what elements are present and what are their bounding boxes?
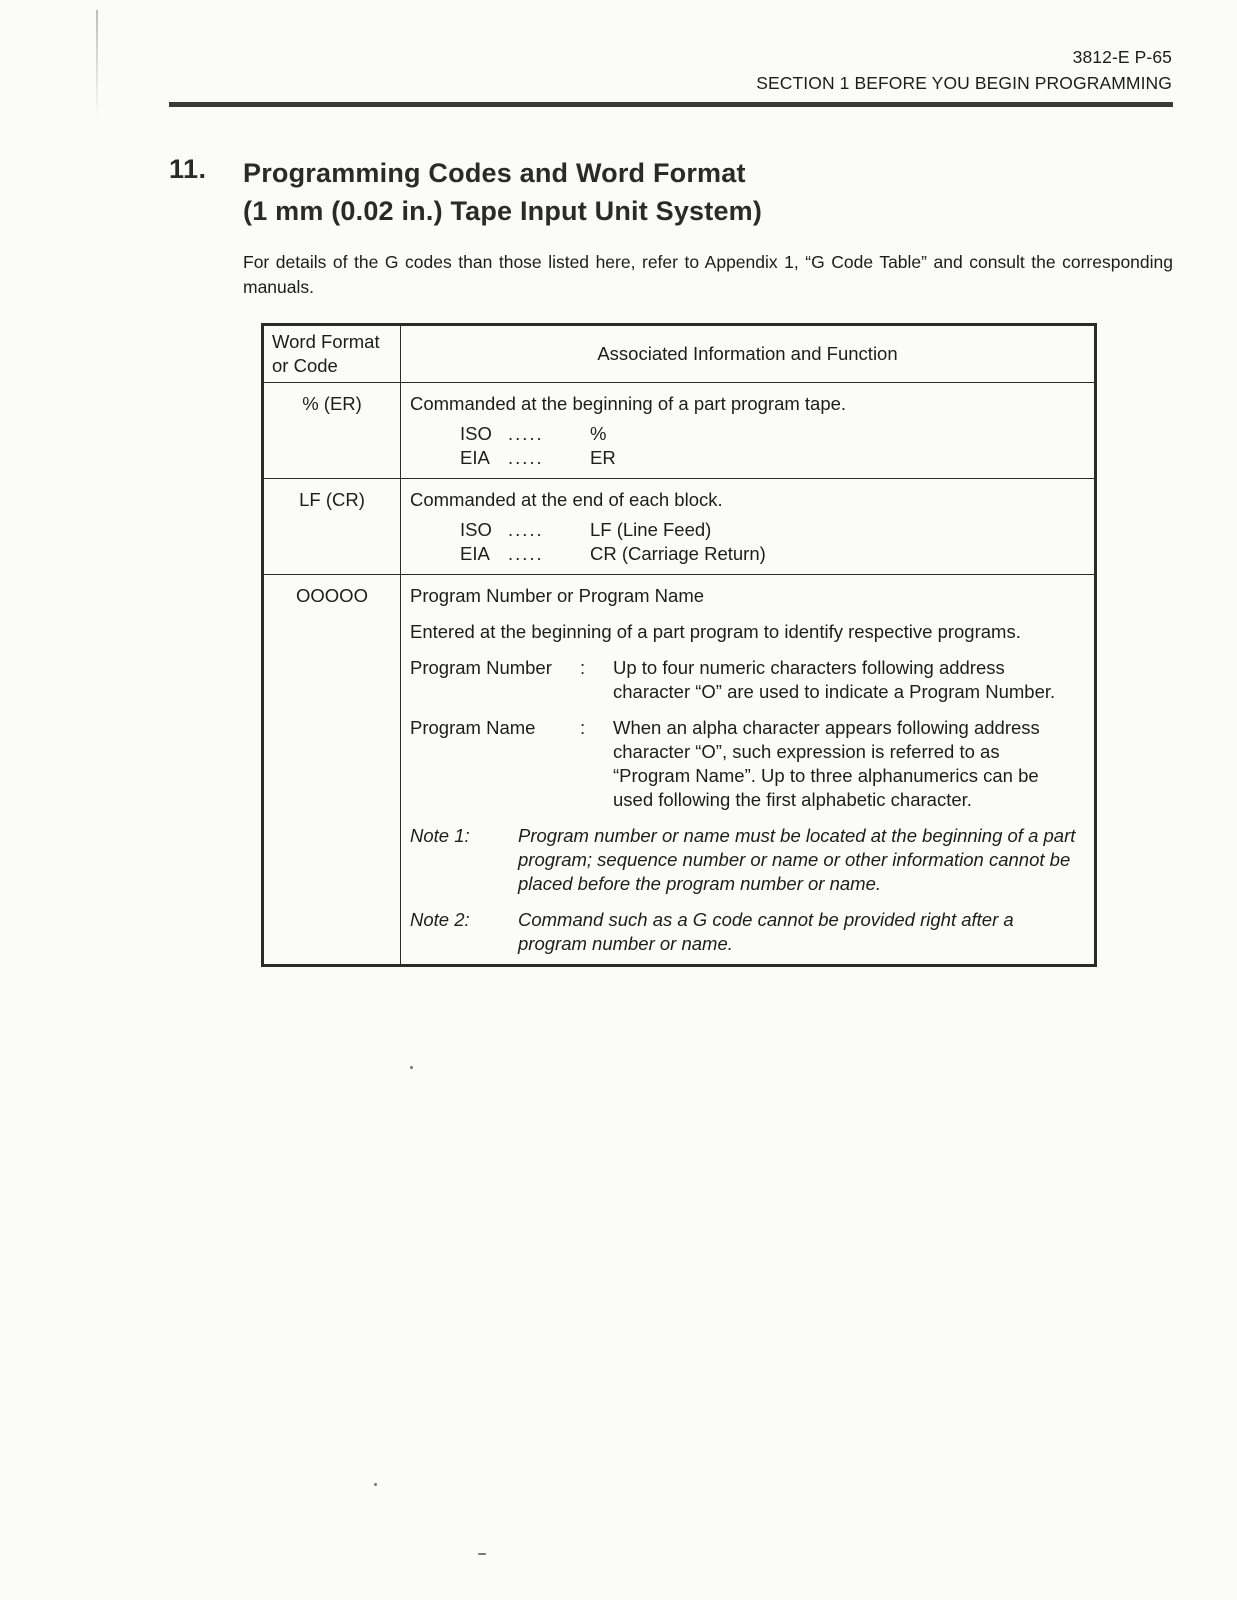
eia-line: EIA ..... ER bbox=[460, 447, 616, 468]
document-reference: 3812-E P-65 bbox=[1072, 47, 1172, 67]
row-title: Program Number or Program Name bbox=[410, 585, 705, 606]
table-row bbox=[263, 479, 1096, 575]
code-cell: % (ER) bbox=[263, 383, 401, 479]
note-2: Note 2: Command such as a G code cannot be provided right after a program number or name. bbox=[410, 909, 1014, 954]
section-number: 11. bbox=[169, 154, 207, 184]
definition-program-number: Program Number : Up to four numeric characters following address character “O” are used to indicate a Program Number. bbox=[410, 657, 1056, 702]
iso-line: ISO ..... % bbox=[460, 423, 607, 444]
table-row bbox=[263, 575, 1096, 966]
definition-program-name: Program Name : When an alpha character appears following address character “O”, such expression is referred to as “Program Name”. Up to three alphanumerics can be used following the first alphabetic character. bbox=[410, 717, 1040, 810]
function-cell bbox=[401, 383, 1096, 479]
note-1: Note 1: Program number or name must be located at the beginning of a part program; sequence number or name or other information cannot be placed before the program number or name. bbox=[410, 825, 1076, 894]
code-cell: LF (CR) bbox=[263, 479, 401, 575]
section-running-title: SECTION 1 BEFORE YOU BEGIN PROGRAMMING bbox=[756, 73, 1172, 93]
codes-table bbox=[261, 323, 1097, 967]
eia-line: EIA ..... CR (Carriage Return) bbox=[460, 543, 766, 564]
intro-paragraph: For details of the G codes than those listed here, refer to Appendix 1, “G Code Table” and consult the corresponding manuals. bbox=[243, 252, 1173, 297]
scan-speck bbox=[478, 1553, 486, 1555]
function-cell bbox=[401, 479, 1096, 575]
scan-speck bbox=[410, 1066, 413, 1069]
header-rule bbox=[169, 102, 1173, 107]
section-title bbox=[243, 154, 762, 230]
row-description: Commanded at the beginning of a part program tape. bbox=[410, 393, 847, 414]
iso-line: ISO ..... LF (Line Feed) bbox=[460, 519, 712, 540]
section-title-line-1: Programming Codes and Word Format bbox=[243, 158, 746, 188]
code-cell: OOOOO bbox=[263, 575, 401, 966]
page-header bbox=[756, 44, 1172, 96]
row-description: Commanded at the end of each block. bbox=[410, 489, 723, 510]
row-paragraph: Entered at the beginning of a part program to identify respective programs. bbox=[410, 621, 1021, 642]
column-header-word-format: Word Format or Code bbox=[263, 325, 401, 383]
column-header-associated-information: Associated Information and Function bbox=[401, 325, 1096, 383]
table-header-row bbox=[263, 325, 1096, 383]
table-row bbox=[263, 383, 1096, 479]
scan-speck bbox=[374, 1483, 377, 1486]
function-cell bbox=[401, 575, 1096, 966]
section-title-line-2: (1 mm (0.02 in.) Tape Input Unit System) bbox=[243, 196, 763, 226]
scan-edge-mark bbox=[96, 10, 98, 120]
